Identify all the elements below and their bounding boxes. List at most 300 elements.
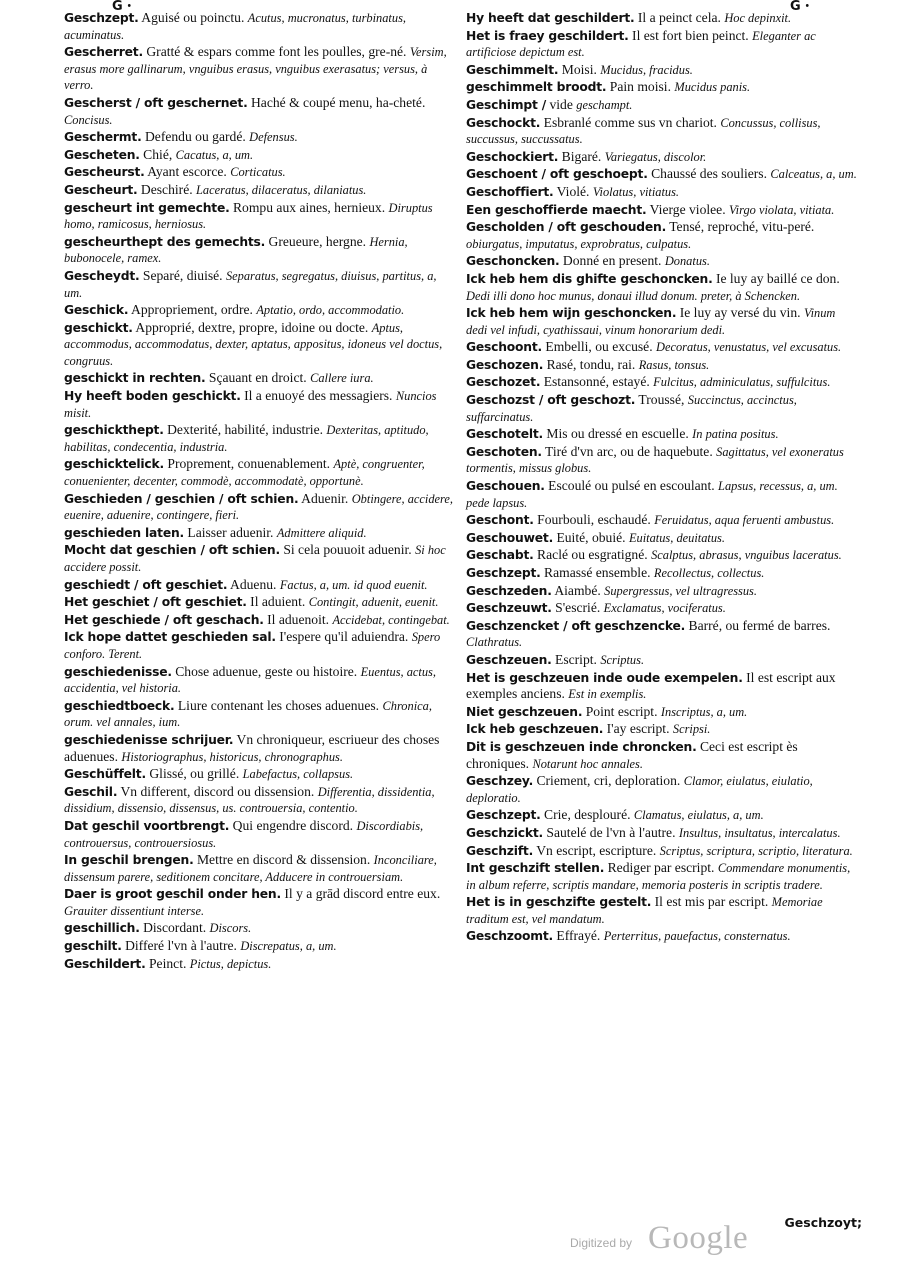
dictionary-entry xyxy=(466,219,858,252)
entry-headword: gescheurthept des gemechts. xyxy=(64,234,266,249)
dictionary-entry xyxy=(466,807,858,824)
dictionary-entry xyxy=(64,698,456,731)
dictionary-entry xyxy=(64,766,456,783)
entry-french-gloss: Mis ou dressé en escuelle. xyxy=(543,426,693,442)
dictionary-entry xyxy=(64,852,456,885)
entry-latin-gloss: Recollectus, collectus. xyxy=(653,566,765,580)
entry-headword: Gescholden / oft geschouden. xyxy=(466,220,667,235)
entry-headword: Ick heb geschzeuen. xyxy=(466,722,604,737)
entry-latin-gloss: Inconciliare, dissensum parere, seditionem concitare, Adducere in controuersiam. xyxy=(64,853,437,884)
entry-french-gloss: Aduenir. xyxy=(298,490,352,506)
entry-french-gloss: Esbranlé comme sus vn chariot. xyxy=(540,114,721,130)
entry-headword: Het is fraey geschildert. xyxy=(466,28,629,43)
dictionary-entry xyxy=(64,525,456,542)
entry-headword: Ick hope dattet geschieden sal. xyxy=(64,630,276,645)
entry-latin-gloss: Cacatus, a, um. xyxy=(175,147,254,162)
entry-french-gloss: Violé. xyxy=(553,183,593,199)
entry-headword: Geschzey. xyxy=(466,774,534,789)
dictionary-entry xyxy=(64,200,456,233)
entry-latin-gloss: Insultus, insultatus, intercalatus. xyxy=(678,825,841,840)
entry-french-gloss: Deschiré. xyxy=(137,181,197,197)
entry-headword: Geschzickt. xyxy=(466,825,543,840)
entry-latin-gloss: Est in exemplis. xyxy=(568,687,647,702)
dictionary-entry xyxy=(64,542,456,575)
entry-french-gloss: Greueure, hergne. xyxy=(265,233,370,249)
entry-headword: Geschozen. xyxy=(466,357,544,372)
dictionary-entry xyxy=(64,577,456,594)
dictionary-entry xyxy=(466,149,858,166)
entry-french-gloss: Il y a grād discord entre eux. xyxy=(280,886,441,902)
entry-headword: geschiedtboeck. xyxy=(64,698,175,713)
left-column xyxy=(64,10,456,973)
dictionary-entry xyxy=(466,825,858,842)
entry-headword: Geschzept. xyxy=(64,11,139,25)
dictionary-entry xyxy=(64,234,456,267)
entry-headword: gescheurt int gemechte. xyxy=(64,200,230,215)
catchword: Geschzoyt; xyxy=(784,1215,862,1230)
dictionary-entry xyxy=(466,704,858,721)
entry-french-gloss: Laisser aduenir. xyxy=(184,524,277,540)
entry-french-gloss: Liure contenant les choses aduenues. xyxy=(174,697,383,713)
entry-headword: Dat geschil voortbrengt. xyxy=(64,818,230,833)
entry-french-gloss: Donné en present. xyxy=(559,253,665,269)
dictionary-entry xyxy=(466,392,858,425)
dictionary-entry xyxy=(466,10,858,27)
entry-french-gloss: Mettre en discord & dissension. xyxy=(193,852,374,868)
entry-headword: Gescheurst. xyxy=(64,165,145,180)
entry-latin-gloss: Aptus, accommodus, accommodatus, dexter, aptatus, appositus, idoneus vel doctus, congruus. xyxy=(64,320,443,368)
entry-headword: Geschzeuwt. xyxy=(466,601,552,616)
entry-french-gloss: Ceci est escript ès chroniques. xyxy=(466,738,798,771)
entry-headword: Geschil. xyxy=(64,784,118,799)
entry-latin-gloss: Concussus, collisus, succussus, succussatus. xyxy=(466,115,821,147)
entry-latin-gloss: Nuncios misit. xyxy=(64,389,437,420)
entry-latin-gloss: Mucidus panis. xyxy=(674,80,751,95)
entry-headword: Geschermt. xyxy=(64,130,142,145)
entry-french-gloss: Euité, obuié. xyxy=(553,529,629,545)
entry-headword: Mocht dat geschien / oft schien. xyxy=(64,543,280,558)
entry-latin-gloss: Obtingere, accidere, euenire, aduenire, contingere, fieri. xyxy=(64,491,454,523)
entry-french-gloss: Effrayé. xyxy=(553,928,604,944)
entry-french-gloss: Aiambé. xyxy=(551,582,605,598)
dictionary-entry xyxy=(466,894,858,927)
entry-french-gloss: Troussé, xyxy=(635,392,688,408)
entry-headword: Geschouen. xyxy=(466,479,545,494)
entry-headword: geschiedenisse schrijuer. xyxy=(64,732,234,747)
dictionary-entry xyxy=(466,28,858,61)
entry-french-gloss: Il est mis par escript. xyxy=(651,894,772,910)
entry-french-gloss: Aguisé ou poinctu. xyxy=(138,10,248,25)
entry-headword: Geschzept. xyxy=(466,566,541,580)
entry-french-gloss: Embelli, ou excusé. xyxy=(542,339,657,355)
entry-latin-gloss: Callere iura. xyxy=(310,371,374,386)
entry-latin-gloss: Aptatio, ordo, accommodatio. xyxy=(256,303,405,318)
entry-latin-gloss: Hernia, bubonocele, ramex. xyxy=(64,234,408,266)
dictionary-entry xyxy=(466,652,858,669)
entry-latin-gloss: Clamor, eiulatus, eiulatio, deploratio. xyxy=(466,774,813,805)
entry-headword: Hy heeft dat geschildert. xyxy=(466,11,635,25)
entry-french-gloss: Gratté & espars comme font les poulles, gre-né. xyxy=(142,44,410,60)
entry-french-gloss: Haché & coupé menu, ha-cheté. xyxy=(247,94,426,110)
entry-headword: geschieden laten. xyxy=(64,525,184,540)
dictionary-entry xyxy=(466,374,858,391)
entry-headword: Geschockiert. xyxy=(466,149,559,164)
dictionary-entry xyxy=(466,115,858,148)
digitized-by-google-watermark xyxy=(570,1220,890,1266)
entry-latin-gloss: Rasus, tonsus. xyxy=(638,357,710,372)
entry-latin-gloss: Aptè, congruenter, conuenienter, decenter, commodè, accommodatè, opportunè. xyxy=(64,457,425,489)
entry-french-gloss: Peinct. xyxy=(145,955,190,971)
entry-latin-gloss: Concisus. xyxy=(64,112,113,127)
entry-headword: Een geschoffierde maecht. xyxy=(466,202,647,217)
dictionary-entry xyxy=(64,44,456,94)
entry-latin-gloss: Contingit, aduenit, euenit. xyxy=(308,595,439,610)
entry-headword: Geschildert. xyxy=(64,956,146,971)
entry-headword: Gescheten. xyxy=(64,147,140,162)
dictionary-entry xyxy=(64,612,456,629)
dictionary-entry xyxy=(466,202,858,219)
entry-french-gloss: I'espere qu'il aduiendra. xyxy=(275,629,412,645)
entry-french-gloss: Bigaré. xyxy=(558,148,605,164)
entry-latin-gloss: geschampt. xyxy=(576,97,633,112)
running-head-right: G ꞏ xyxy=(790,0,810,14)
dictionary-entry xyxy=(64,10,456,43)
entry-latin-gloss: Corticatus. xyxy=(230,165,286,180)
entry-latin-gloss: Succinctus, accinctus, suffarcinatus. xyxy=(466,393,797,424)
entry-headword: Het geschiede / oft geschach. xyxy=(64,612,264,627)
entry-headword: Geschont. xyxy=(466,513,534,528)
entry-latin-gloss: Chronica, orum. vel annales, ium. xyxy=(64,698,432,730)
entry-headword: Het is geschzeuen inde oude exempelen. xyxy=(466,670,743,685)
entry-latin-gloss: obiurgatus, imputatus, exprobratus, culpatus. xyxy=(466,236,692,251)
entry-headword: geschickthept. xyxy=(64,423,164,438)
entry-latin-gloss: Discrepatus, a, um. xyxy=(240,939,337,954)
entry-french-gloss: Il a peinct cela. xyxy=(634,10,725,25)
entry-latin-gloss: Perterritus, pauefactus, consternatus. xyxy=(603,929,791,944)
entry-headword: Niet geschzeuen. xyxy=(466,704,583,719)
entry-latin-gloss: Labefactus, collapsus. xyxy=(242,767,354,782)
entry-headword: In geschil brengen. xyxy=(64,853,194,868)
dictionary-entry xyxy=(64,147,456,164)
dictionary-entry xyxy=(466,530,858,547)
entry-french-gloss: Defendu ou gardé. xyxy=(141,129,250,145)
entry-latin-gloss: Dexteritas, aptitudo, habilitas, condecentia, industria. xyxy=(64,423,429,454)
entry-latin-gloss: Laceratus, dilaceratus, dilaniatus. xyxy=(196,182,367,197)
dictionary-entry xyxy=(64,886,456,919)
entry-french-gloss: Ie luy ay versé du vin. xyxy=(676,305,804,321)
entry-latin-gloss: Violatus, vitiatus. xyxy=(592,184,680,199)
entry-latin-gloss: Spero conforo. Terent. xyxy=(64,630,441,661)
entry-french-gloss: Ayant escorce. xyxy=(144,164,231,180)
entry-headword: Geschockt. xyxy=(466,115,541,130)
entry-headword: Geschzeuen. xyxy=(466,652,552,667)
entry-latin-gloss: Pictus, depictus. xyxy=(189,956,272,971)
entry-latin-gloss: Exclamatus, vociferatus. xyxy=(603,601,726,616)
entry-french-gloss: Ramassé ensemble. xyxy=(540,565,654,580)
entry-latin-gloss: Acutus, mucronatus, turbinatus, acuminatus. xyxy=(64,11,406,42)
entry-french-gloss: Chose aduenue, geste ou histoire. xyxy=(171,663,361,679)
dictionary-entry xyxy=(64,732,456,765)
entry-latin-gloss: Clathratus. xyxy=(466,635,523,650)
entry-french-gloss: Il aduenoit. xyxy=(263,611,333,627)
entry-latin-gloss: Defensus. xyxy=(249,130,298,145)
dictionary-entry xyxy=(466,305,858,338)
entry-latin-gloss: Mucidus, fracidus. xyxy=(600,62,693,77)
entry-headword: Geschouwet. xyxy=(466,530,554,545)
entry-latin-gloss: Versim, erasus more gallinarum, vnguibus erasus, vnguibus exerasatus; versus, à verro. xyxy=(64,45,447,93)
entry-french-gloss: Raclé ou esgratigné. xyxy=(533,547,652,563)
dictionary-entry xyxy=(466,62,858,79)
running-head-left: G ꞏ xyxy=(112,0,132,14)
entry-latin-gloss: Discors. xyxy=(209,921,252,936)
dictionary-entry xyxy=(466,860,858,893)
dictionary-entry xyxy=(64,784,456,817)
entry-french-gloss: Si cela pouuoit aduenir. xyxy=(279,542,416,558)
digitized-by-label: Digitized by xyxy=(570,1236,633,1250)
entry-latin-gloss: Historiographus, historicus, chronographus. xyxy=(121,749,343,764)
entry-latin-gloss: Scripsi. xyxy=(672,722,711,737)
entry-french-gloss: Il est escript aux exemples anciens. xyxy=(466,669,836,702)
dictionary-entry xyxy=(466,478,858,511)
dictionary-entry xyxy=(466,79,858,96)
entry-headword: Geschick. xyxy=(64,303,129,318)
dictionary-entry xyxy=(64,129,456,146)
dictionary-entry xyxy=(466,426,858,443)
entry-french-gloss: Vn different, discord ou dissension. xyxy=(117,783,318,799)
dictionary-entry xyxy=(64,491,456,524)
dictionary-entry xyxy=(466,739,858,772)
dictionary-entry xyxy=(64,302,456,319)
entry-headword: Geschoten. xyxy=(466,444,542,459)
entry-latin-gloss: Euentus, actus, accidentia, vel historia. xyxy=(64,664,436,696)
entry-latin-gloss: Discordiabis, controuersus, controuersiosus. xyxy=(64,818,424,850)
entry-french-gloss: Moisi. xyxy=(558,61,601,77)
entry-headword: Geschzept. xyxy=(466,808,541,823)
dictionary-entry xyxy=(64,388,456,421)
entry-headword: Geschoont. xyxy=(466,340,542,355)
entry-french-gloss: Separé, diuisé. xyxy=(139,267,226,283)
entry-headword: Ick heb hem wijn geschoncken. xyxy=(466,306,677,321)
entry-latin-gloss: Lapsus, recessus, a, um. pede lapsus. xyxy=(466,479,838,510)
dictionary-entry xyxy=(466,271,858,304)
entry-headword: geschimmelt broodt. xyxy=(466,80,607,95)
entry-headword: geschickt in rechten. xyxy=(64,371,206,386)
entry-latin-gloss: Donatus. xyxy=(664,254,710,269)
entry-french-gloss: Escoulé ou pulsé en escoulant. xyxy=(544,478,719,494)
entry-headword: Geschozet. xyxy=(466,375,541,390)
dictionary-entry xyxy=(466,843,858,860)
entry-french-gloss: Tensé, reproché, vitu-peré. xyxy=(666,219,815,235)
entry-headword: Het geschiet / oft geschiet. xyxy=(64,595,247,610)
dictionary-entry xyxy=(466,773,858,806)
entry-french-gloss: Il a enuoyé des messagiers. xyxy=(240,388,396,404)
entry-french-gloss: Aduenu. xyxy=(227,576,280,592)
entry-french-gloss: Qui engendre discord. xyxy=(229,817,357,833)
entry-latin-gloss: Decoratus, venustatus, vel excusatus. xyxy=(656,340,842,355)
google-logo: Google xyxy=(648,1220,749,1256)
entry-headword: geschiedt / oft geschiet. xyxy=(64,577,228,592)
entry-latin-gloss: Scriptus. xyxy=(600,652,645,667)
entry-latin-gloss: Variegatus, discolor. xyxy=(604,149,707,164)
entry-french-gloss: Rompu aux aines, hernieux. xyxy=(229,199,389,215)
entry-headword: Geschzencket / oft geschzencke. xyxy=(466,618,686,633)
entry-headword: Geschoffiert. xyxy=(466,184,554,199)
entry-french-gloss: Vierge violee. xyxy=(646,201,730,217)
dictionary-entry xyxy=(64,818,456,851)
entry-headword: Geschoncken. xyxy=(466,254,560,269)
dictionary-entry xyxy=(64,370,456,387)
entry-headword: Ick heb hem dis ghifte geschoncken. xyxy=(466,271,713,286)
entry-headword: Geschüffelt. xyxy=(64,767,146,782)
entry-headword: Geschozst / oft geschozt. xyxy=(466,393,636,408)
dictionary-entry xyxy=(466,565,858,582)
entry-french-gloss: Pain moisi. xyxy=(606,79,675,95)
entry-headword: Dit is geschzeuen inde chroncken. xyxy=(466,739,697,754)
entry-headword: Gescherst / oft geschernet. xyxy=(64,95,248,110)
entry-latin-gloss: Inscriptus, a, um. xyxy=(660,704,748,719)
entry-latin-gloss: Vinum dedi vel infudi, cyathissaui, vinum honorarium dedi. xyxy=(466,306,836,337)
entry-latin-gloss: Admittere aliquid. xyxy=(276,525,367,540)
dictionary-entry xyxy=(64,422,456,455)
entry-french-gloss: Il aduient. xyxy=(246,594,309,610)
entry-headword: Daer is groot geschil onder hen. xyxy=(64,887,281,902)
entry-headword: Geschieden / geschien / oft schien. xyxy=(64,491,299,506)
entry-headword: Geschimmelt. xyxy=(466,62,559,77)
dictionary-entry xyxy=(64,920,456,937)
entry-headword: geschillich. xyxy=(64,921,140,936)
entry-headword: Int geschzift stellen. xyxy=(466,861,605,876)
entry-latin-gloss: Clamatus, eiulatus, a, um. xyxy=(633,808,764,823)
dictionary-entry xyxy=(64,938,456,955)
dictionary-entry xyxy=(466,444,858,477)
entry-headword: Geschzeden. xyxy=(466,583,552,598)
entry-french-gloss: Rediger par escript. xyxy=(604,860,718,876)
entry-french-gloss: Differé l'vn à l'autre. xyxy=(121,938,241,954)
dictionary-entry xyxy=(466,512,858,529)
entry-latin-gloss: Separatus, segregatus, diuisus, partitus, a, um. xyxy=(64,268,437,300)
entry-latin-gloss: Eleganter ac artificiose depictum est. xyxy=(466,28,816,60)
right-column xyxy=(466,10,858,946)
entry-headword: Het is in geschzifte gestelt. xyxy=(466,895,652,910)
dictionary-entry xyxy=(64,456,456,489)
entry-french-gloss: I'ay escript. xyxy=(603,721,673,737)
entry-french-gloss: Vn escript, escripture. xyxy=(533,842,660,858)
dictionary-entry xyxy=(466,583,858,600)
entry-french-gloss: Crie, desplouré. xyxy=(540,807,634,823)
entry-latin-gloss: Fulcitus, adminiculatus, suffulcitus. xyxy=(653,375,831,390)
entry-french-gloss: Chié, xyxy=(139,146,176,162)
dictionary-entry xyxy=(64,956,456,973)
entry-latin-gloss: Diruptus homo, ramicosus, herniosus. xyxy=(64,200,433,232)
entry-french-gloss: Il est fort bien peinct. xyxy=(628,27,753,43)
entry-headword: geschiedenisse. xyxy=(64,664,172,679)
dictionary-entry xyxy=(466,166,858,183)
entry-latin-gloss: Differentia, dissidentia, dissidium, dissensio, dissensus, us. controuersia, contentio. xyxy=(64,784,435,816)
entry-latin-gloss: Euitatus, deuitatus. xyxy=(628,530,725,545)
entry-latin-gloss: Dedi illi dono hoc munus, donaui illud donum. preter, à Schencken. xyxy=(466,288,801,303)
entry-latin-gloss: In patina positus. xyxy=(692,427,779,442)
entry-french-gloss: Criement, cri, deploration. xyxy=(533,773,684,789)
dictionary-entry xyxy=(64,182,456,199)
entry-headword: Geschimpt / xyxy=(466,97,547,112)
entry-french-gloss: Barré, ou fermé de barres. xyxy=(685,617,831,633)
entry-latin-gloss: Supergressus, vel ultragressus. xyxy=(604,583,757,598)
entry-headword: Gescheurt. xyxy=(64,182,138,197)
entry-latin-gloss: Memoriae traditum est, vel mandatum. xyxy=(466,895,823,926)
entry-headword: Geschzoomt. xyxy=(466,929,554,944)
entry-headword: Geschzift. xyxy=(466,843,534,858)
entry-headword: Geschotelt. xyxy=(466,427,544,442)
dictionary-entry xyxy=(64,320,456,370)
dictionary-entry xyxy=(466,253,858,270)
entry-french-gloss: vide xyxy=(546,96,577,112)
entry-headword: Gescherret. xyxy=(64,45,143,60)
entry-french-gloss: Sautelé de l'vn à l'autre. xyxy=(543,824,679,840)
entry-headword: geschickt. xyxy=(64,320,133,335)
entry-french-gloss: Appropriement, ordre. xyxy=(128,302,257,318)
dictionary-entry xyxy=(466,670,858,703)
entry-headword: geschicktelick. xyxy=(64,457,164,472)
dictionary-entry xyxy=(64,268,456,301)
dictionary-entry xyxy=(466,184,858,201)
dictionary-entry xyxy=(64,95,456,128)
entry-french-gloss: Proprement, conuenablement. xyxy=(163,456,334,472)
dictionary-entry xyxy=(466,357,858,374)
entry-latin-gloss: Scalptus, abrasus, vnguibus laceratus. xyxy=(651,548,842,563)
entry-french-gloss: Tiré d'vn arc, ou de haquebute. xyxy=(541,443,717,459)
dictionary-entry xyxy=(64,629,456,662)
dictionary-entry xyxy=(466,928,858,945)
entry-french-gloss: Estansonné, estayé. xyxy=(540,374,654,390)
entry-french-gloss: Chaussé des souliers. xyxy=(647,166,771,182)
entry-french-gloss: Sçauant en droict. xyxy=(205,370,311,386)
entry-latin-gloss: Scriptus, scriptura, scriptio, literatura. xyxy=(659,843,853,858)
entry-latin-gloss: Notarunt hoc annales. xyxy=(532,756,643,771)
dictionary-entry xyxy=(466,547,858,564)
entry-french-gloss: Dexterité, habilité, industrie. xyxy=(163,422,327,438)
entry-headword: Gescheydt. xyxy=(64,268,140,283)
dictionary-entry xyxy=(64,164,456,181)
dictionary-entry xyxy=(64,664,456,697)
entry-latin-gloss: Factus, a, um. id quod euenit. xyxy=(279,577,428,592)
dictionary-entry xyxy=(466,721,858,738)
entry-headword: Hy heeft boden geschickt. xyxy=(64,389,241,404)
entry-french-gloss: Fourbouli, eschaudé. xyxy=(533,512,655,528)
entry-headword: Geschabt. xyxy=(466,548,534,563)
entry-french-gloss: S'escrié. xyxy=(551,600,604,616)
entry-latin-gloss: Sagittatus, vel exoneratus tormentis, missus globus. xyxy=(466,444,844,476)
entry-french-gloss: Vn chroniqueur, escriueur des choses aduenues. xyxy=(64,731,440,764)
dictionary-entry xyxy=(466,97,858,114)
dictionary-entry xyxy=(466,600,858,617)
entry-french-gloss: Ie luy ay baillé ce don. xyxy=(712,270,840,286)
entry-french-gloss: Glissé, ou grillé. xyxy=(145,766,243,782)
entry-french-gloss: Discordant. xyxy=(139,920,210,936)
entry-french-gloss: Point escript. xyxy=(582,703,661,719)
entry-latin-gloss: Hoc depinxit. xyxy=(724,11,792,25)
entry-latin-gloss: Feruidatus, aqua feruenti ambustus. xyxy=(654,513,835,528)
dictionary-entry xyxy=(64,594,456,611)
entry-latin-gloss: Commendare monumentis, in album referre, scriptis mandare, memoria posteris in scriptis tradere. xyxy=(466,861,851,892)
dictionary-entry xyxy=(466,618,858,651)
entry-latin-gloss: Grauiter dissentiunt interse. xyxy=(64,903,205,918)
entry-headword: Geschoent / oft geschoept. xyxy=(466,167,648,182)
entry-french-gloss: Rasé, tondu, rai. xyxy=(543,356,639,372)
dictionary-entry xyxy=(466,339,858,356)
entry-headword: geschilt. xyxy=(64,939,122,954)
entry-french-gloss: Escript. xyxy=(551,651,601,667)
entry-latin-gloss: Si hoc accidere possit. xyxy=(64,543,446,574)
